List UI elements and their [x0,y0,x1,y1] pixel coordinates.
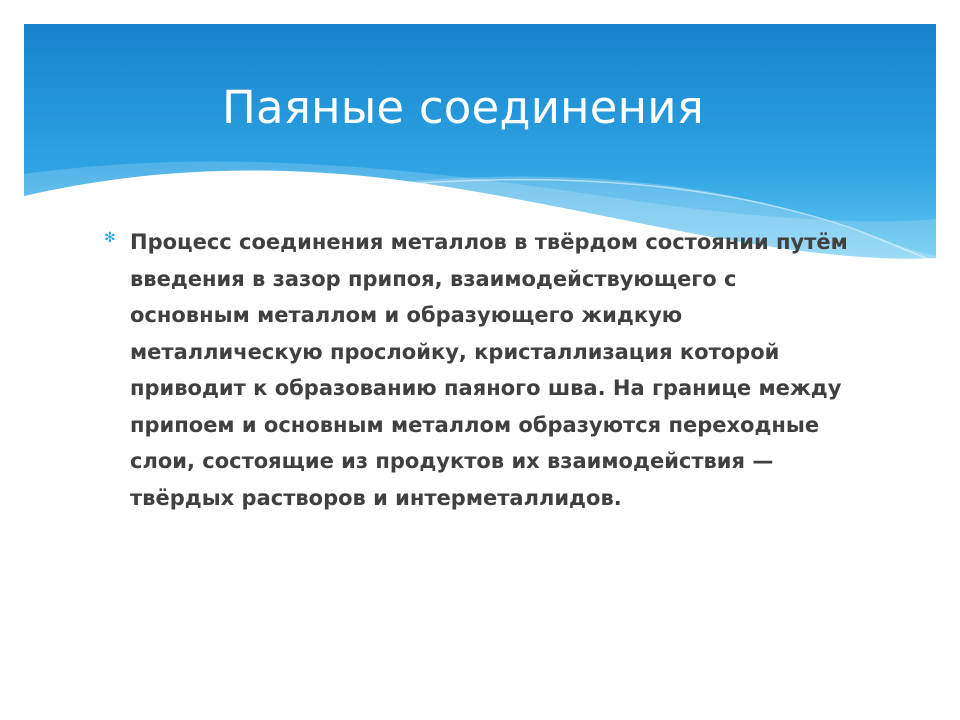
content-area [104,224,864,516]
slide-title: Паяные соединения [222,81,704,134]
asterisk-bullet-icon: ✻ [104,230,116,246]
slide [24,24,936,696]
bullet-text: Процесс соединения металлов в твёрдом состоянии путём введения в зазор припоя, взаимодействующего с основным металлом и образующего жидкую металлическую прослойку, кристаллизация которой приводит к образованию паяного шва. На границе между припоем и основным металлом образуются переходные слои, состоящие из продуктов их взаимодействия — твёрдых растворов и интерметаллидов. [130,230,848,510]
bullet-item [104,224,864,516]
